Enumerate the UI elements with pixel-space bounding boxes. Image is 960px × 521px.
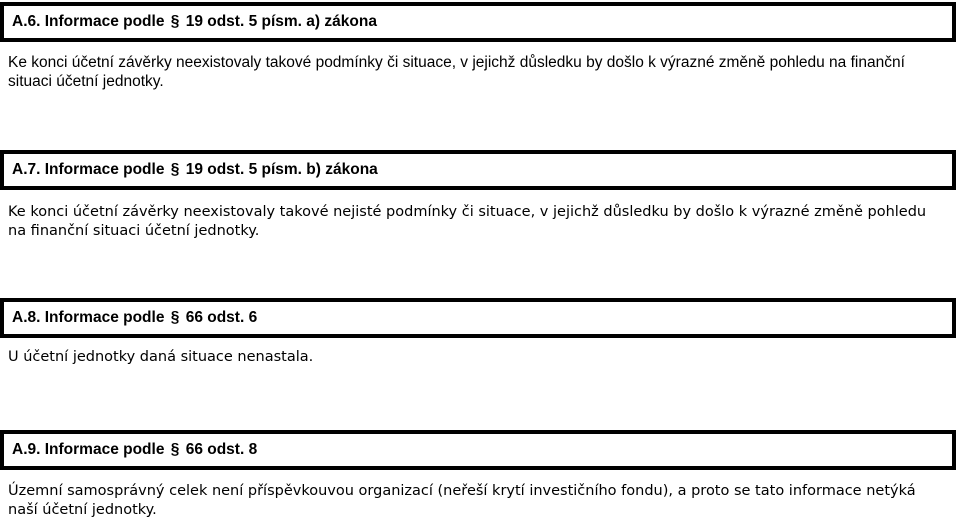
paragraph-symbol: §	[170, 441, 180, 458]
section-heading-a8	[0, 298, 956, 338]
section-body-a9: Územní samosprávný celek není příspěvkouvou organizací (neřeší krytí investičního fondu), a proto se tato informace netýká naší účetní jednotky.	[8, 483, 916, 518]
section-heading-a9	[0, 430, 956, 470]
section-body-a7: Ke konci účetní závěrky neexistovaly takové nejisté podmínky či situace, v jejichž důsledku by došlo k výrazné změně pohledu na finanční situaci účetní jednotky.	[8, 204, 927, 239]
section-heading-a6	[0, 2, 956, 42]
paragraph-symbol: §	[170, 161, 180, 178]
paragraph-symbol: §	[170, 309, 180, 326]
section-title: A.6. Informace podle § 19 odst. 5 písm. a) zákona	[12, 13, 377, 30]
section-title: A.9. Informace podle § 66 odst. 8	[12, 441, 258, 458]
paragraph-symbol: §	[170, 13, 180, 30]
section-body-a6: Ke konci účetní závěrky neexistovaly takové podmínky či situace, v jejichž důsledku by došlo k výrazné změně pohledu na finanční situaci účetní jednotky.	[8, 54, 905, 90]
section-title: A.8. Informace podle § 66 odst. 6	[12, 309, 258, 326]
section-body-a8: U účetní jednotky daná situace nenastala.	[8, 349, 314, 365]
section-heading-a7	[0, 150, 956, 190]
section-title: A.7. Informace podle § 19 odst. 5 písm. b) zákona	[12, 161, 378, 178]
